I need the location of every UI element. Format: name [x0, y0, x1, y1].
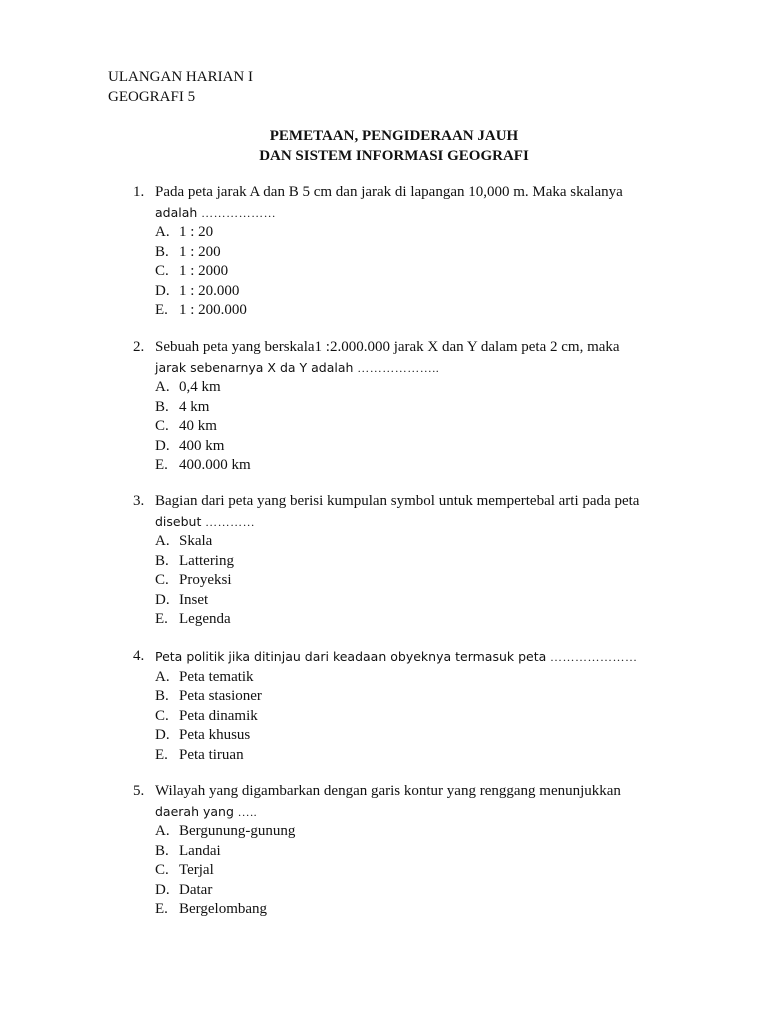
option-letter: B.	[155, 842, 169, 859]
option-letter: B.	[155, 688, 169, 704]
option-a[interactable]	[155, 223, 673, 243]
question-text-tail: adalah	[155, 204, 198, 220]
option-a[interactable]	[155, 668, 673, 688]
option-text: 400.000 km	[179, 457, 251, 473]
option-text: Peta khusus	[179, 727, 251, 743]
option-letter: B.	[155, 398, 169, 415]
option-letter: A.	[155, 668, 170, 685]
question-5	[133, 782, 673, 920]
option-text: Peta stasioner	[179, 688, 262, 704]
option-text: Inset	[179, 591, 209, 608]
question-stem	[133, 183, 673, 223]
question-text-tail: disebut	[155, 513, 202, 529]
exam-header	[108, 67, 253, 107]
option-e[interactable]	[155, 900, 673, 920]
option-letter: A.	[155, 533, 170, 549]
question-text-line-1: Pada peta jarak A dan B 5 cm dan jarak di lapangan 10,000 m. Maka skalanya	[155, 184, 623, 200]
question-text-line-1: Wilayah yang digambarkan dengan garis kontur yang renggang menunjukkan	[155, 783, 621, 799]
option-letter: B.	[155, 552, 169, 569]
option-letter: E.	[155, 302, 168, 318]
option-a[interactable]	[155, 532, 673, 552]
answer-blank: ………………..	[357, 360, 440, 375]
option-letter: E.	[155, 746, 168, 763]
option-d[interactable]	[155, 881, 673, 901]
option-a[interactable]	[155, 822, 673, 842]
option-c[interactable]	[155, 571, 673, 591]
option-letter: D.	[155, 282, 170, 299]
option-text: Legenda	[179, 611, 231, 627]
question-stem	[133, 338, 673, 378]
question-4	[133, 647, 673, 765]
option-text: Landai	[179, 842, 221, 859]
option-c[interactable]	[155, 707, 673, 727]
option-letter: D.	[155, 881, 170, 898]
option-text: Peta tiruan	[179, 746, 244, 763]
option-text: 1 : 2000	[179, 263, 229, 279]
question-3	[133, 492, 673, 630]
question-number: 5.	[133, 783, 145, 799]
option-text: Lattering	[179, 552, 234, 569]
option-d[interactable]	[155, 591, 673, 611]
answer-options	[133, 668, 673, 766]
option-letter: C.	[155, 572, 169, 588]
question-number: 3.	[133, 493, 145, 509]
question-number: 4.	[133, 648, 145, 664]
question-1	[133, 183, 673, 321]
option-text: 40 km	[179, 418, 217, 434]
option-text: 1 : 200	[179, 243, 221, 260]
question-number: 2.	[133, 339, 145, 355]
answer-blank: …………………	[550, 650, 638, 664]
option-b[interactable]	[155, 842, 673, 862]
option-d[interactable]	[155, 437, 673, 457]
question-number: 1.	[133, 184, 145, 200]
option-letter: D.	[155, 437, 170, 454]
option-c[interactable]	[155, 417, 673, 437]
option-a[interactable]	[155, 378, 673, 398]
question-text-line-1: Bagian dari peta yang berisi kumpulan symbol untuk mempertebal arti pada peta	[155, 493, 640, 509]
option-text: Terjal	[179, 862, 214, 878]
option-letter: B.	[155, 243, 169, 260]
answer-options	[133, 378, 673, 476]
option-text: Peta tematik	[179, 668, 254, 685]
option-letter: C.	[155, 862, 169, 878]
option-e[interactable]	[155, 746, 673, 766]
question-text-tail: jarak sebenarnya X da Y adalah	[155, 359, 354, 375]
option-text: Skala	[179, 533, 213, 549]
answer-blank: …..	[237, 804, 258, 819]
option-e[interactable]	[155, 610, 673, 630]
option-text: 1 : 20	[179, 224, 214, 240]
option-letter: C.	[155, 707, 169, 724]
option-text: Bergelombang	[179, 901, 268, 917]
option-text: 0,4 km	[179, 379, 221, 395]
option-text: Bergunung-gunung	[179, 823, 296, 839]
option-letter: C.	[155, 418, 169, 434]
option-letter: D.	[155, 727, 170, 743]
question-text-line-1: Sebuah peta yang berskala1 :2.000.000 jarak X dan Y dalam peta 2 cm, maka	[155, 339, 620, 355]
option-letter: A.	[155, 224, 170, 240]
question-stem	[133, 492, 673, 532]
option-text: Datar	[179, 881, 213, 898]
option-b[interactable]	[155, 552, 673, 572]
option-d[interactable]	[155, 726, 673, 746]
subject-name: GEOGRAFI 5	[108, 89, 196, 105]
option-d[interactable]	[155, 282, 673, 302]
option-letter: C.	[155, 263, 169, 279]
option-text: Proyeksi	[179, 572, 232, 588]
question-text-tail: daerah yang	[155, 803, 234, 819]
option-b[interactable]	[155, 398, 673, 418]
option-e[interactable]	[155, 456, 673, 476]
question-stem	[133, 782, 673, 822]
option-text: 1 : 200.000	[179, 302, 247, 318]
answer-options	[133, 532, 673, 630]
option-letter: A.	[155, 379, 170, 395]
exam-title	[0, 126, 768, 166]
question-text-line-1	[155, 647, 673, 668]
option-c[interactable]	[155, 861, 673, 881]
option-e[interactable]	[155, 301, 673, 321]
question-text: Peta politik jika ditinjau dari keadaan obyeknya termasuk peta	[155, 649, 547, 664]
option-letter: D.	[155, 591, 170, 608]
answer-blank: ………………	[201, 205, 277, 220]
option-text: 1 : 20.000	[179, 282, 240, 299]
title-line-1: PEMETAAN, PENGIDERAAN JAUH	[269, 128, 519, 144]
answer-options	[133, 223, 673, 321]
option-text: Peta dinamik	[179, 707, 258, 724]
question-text-line-2	[155, 358, 673, 379]
answer-options	[133, 822, 673, 920]
option-letter: E.	[155, 457, 168, 473]
question-2	[133, 338, 673, 476]
question-text-line-2	[155, 203, 673, 224]
question-text-line-2	[155, 512, 673, 533]
option-c[interactable]	[155, 262, 673, 282]
exam-name: ULANGAN HARIAN I	[108, 69, 253, 85]
question-stem	[133, 647, 673, 668]
option-b[interactable]	[155, 243, 673, 263]
question-text-line-2	[155, 802, 673, 823]
option-b[interactable]	[155, 687, 673, 707]
option-letter: A.	[155, 823, 170, 839]
option-text: 400 km	[179, 437, 225, 454]
option-letter: E.	[155, 611, 168, 627]
title-line-2: DAN SISTEM INFORMASI GEOGRAFI	[259, 148, 529, 164]
option-letter: E.	[155, 901, 168, 917]
option-text: 4 km	[179, 398, 210, 415]
answer-blank: …………	[205, 514, 256, 529]
